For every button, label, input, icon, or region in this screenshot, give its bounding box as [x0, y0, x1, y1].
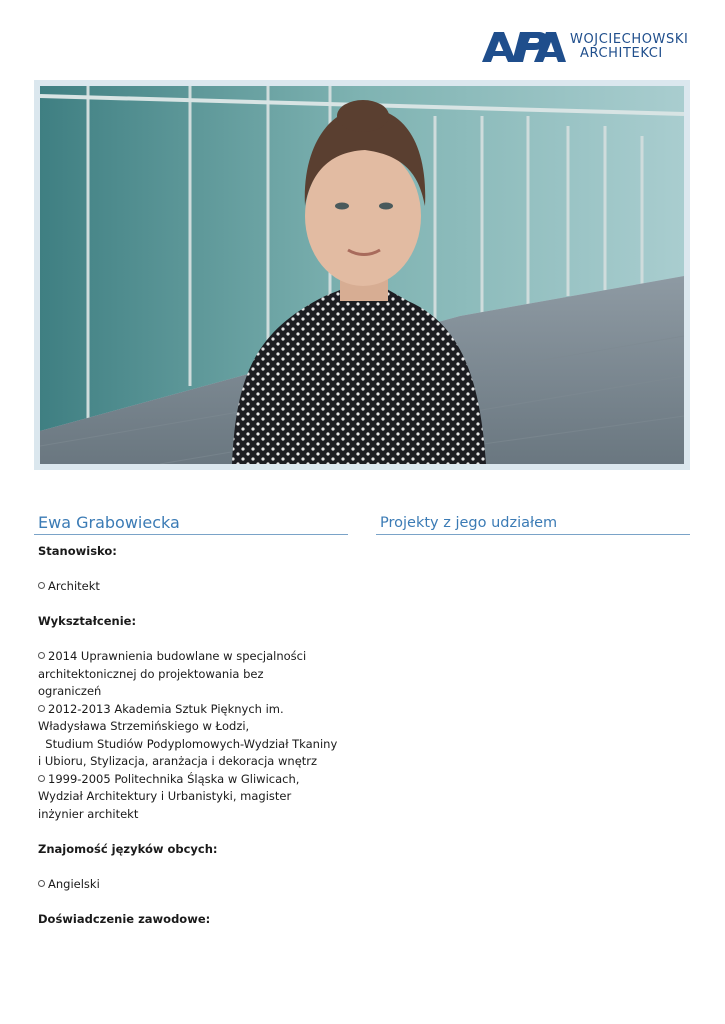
person-name-heading: Ewa Grabowiecka: [38, 513, 180, 532]
experience-title: Doświadczenie zawodowe:: [38, 911, 211, 926]
company-logo: [482, 32, 688, 62]
profile-details: [38, 543, 338, 928]
logo-wordmark: [570, 33, 688, 61]
education-line: Władysława Strzemińskiego w Łodzi,: [38, 719, 250, 733]
bullet-icon: [38, 652, 45, 659]
bullet-icon: [38, 705, 45, 712]
education-line: 2014 Uprawnienia budowlane w specjalności: [38, 648, 338, 666]
position-item: Architekt: [38, 578, 338, 596]
bullet-icon: [38, 880, 45, 887]
left-divider: [34, 534, 348, 535]
portrait-photo: [40, 86, 684, 464]
projects-heading: Projekty z jego udziałem: [380, 515, 558, 531]
education-line: inżynier architekt: [38, 806, 139, 821]
languages-title: Znajomość języków obcych:: [38, 841, 218, 856]
education-line: Studium Studiów Podyplomowych-Wydział Tkaniny: [38, 736, 338, 751]
bullet-icon: [38, 775, 45, 782]
education-line: i Ubioru, Stylizacja, aranżacja i dekoracja wnętrz: [38, 754, 318, 768]
education-line: Wydział Architektury i Urbanistyki, magister: [38, 789, 292, 803]
education-line: architektonicznej do projektowania bez: [38, 666, 264, 681]
logo-line-2: ARCHITEKCI: [580, 46, 663, 61]
right-divider: [376, 534, 690, 535]
education-line: 1999-2005 Politechnika Śląska w Gliwicach,: [38, 771, 338, 789]
bullet-icon: [38, 582, 45, 589]
education-line: ograniczeń: [38, 684, 102, 698]
education-title: Wykształcenie:: [38, 614, 137, 628]
apa-logo-icon: [482, 32, 566, 62]
education-line: 2012-2013 Akademia Sztuk Pięknych im.: [38, 701, 338, 719]
position-title: Stanowisko:: [38, 544, 117, 558]
logo-line-1: WOJCIECHOWSKI: [570, 32, 689, 47]
language-item: Angielski: [38, 876, 338, 894]
photo-frame: [34, 80, 690, 470]
